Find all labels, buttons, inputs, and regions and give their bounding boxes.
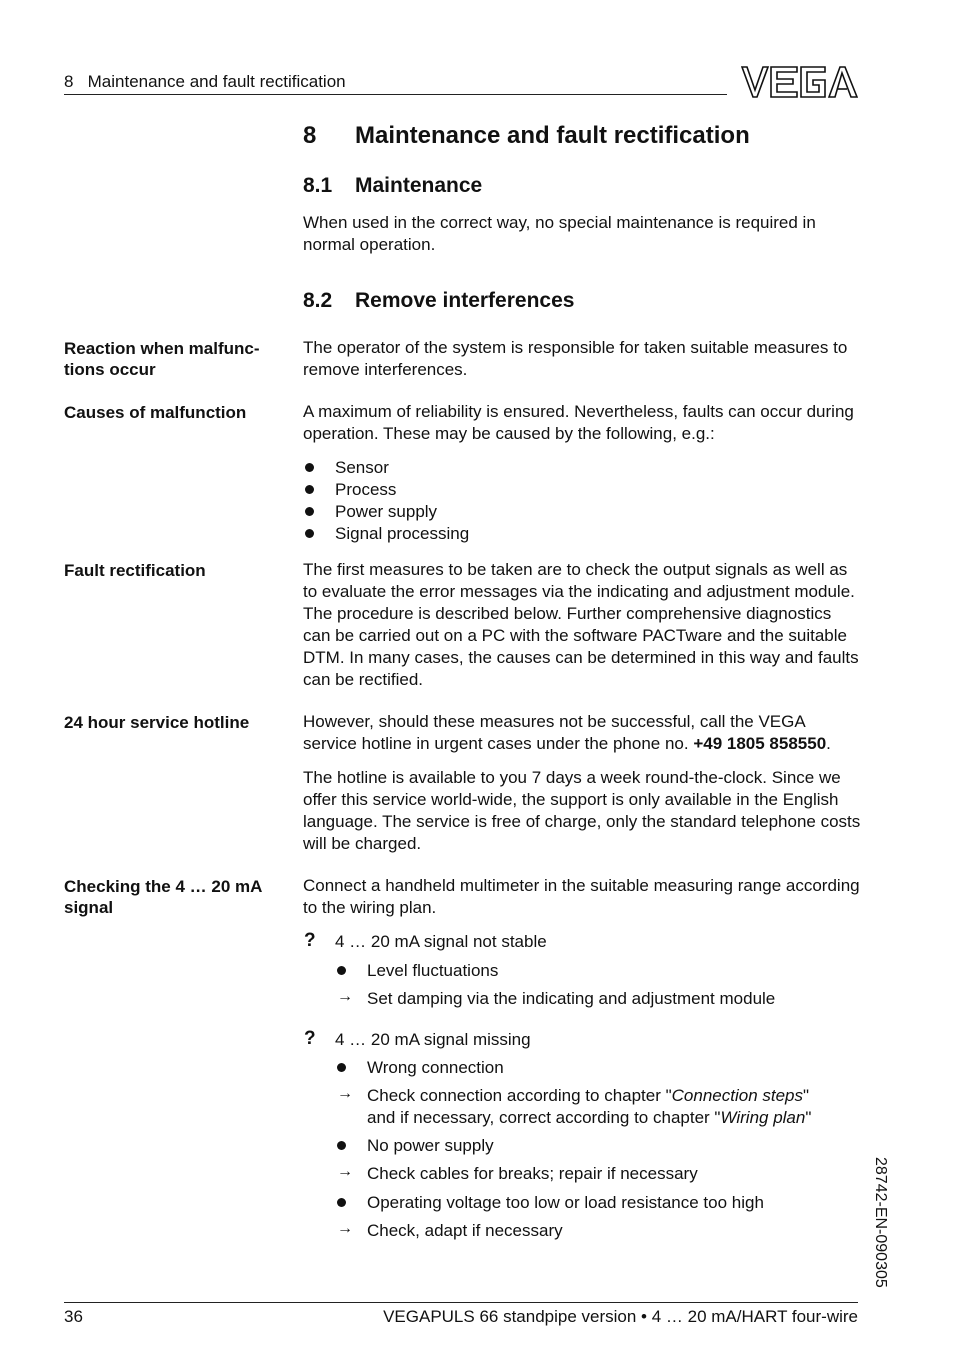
margin-heading-reaction: Reaction when malfunc-tions occur — [64, 339, 260, 379]
margin-heading-hotline: 24 hour service hotline — [64, 713, 250, 732]
list-item: Process — [335, 480, 397, 499]
list-item: Power supply — [335, 502, 438, 521]
footer-rule — [64, 1302, 858, 1303]
running-header: 8 Maintenance and fault rectification — [64, 72, 346, 91]
hotline-availability: The hotline is available to you 7 days a week round-the-clock. Since we offer this service world-wide, the support is only available in the English language. The service is free of charge, only the standard telephone costs will be charged. — [303, 768, 861, 853]
list-item: Signal processing — [335, 524, 470, 543]
bullet — [337, 1198, 346, 1207]
remedy-item: Set damping via the indicating and adjustment module — [367, 989, 776, 1008]
remedy-item: Check cables for breaks; repair if necessary — [367, 1164, 698, 1183]
margin-heading-fault: Fault rectification — [64, 561, 206, 580]
hotline-text: However, should these measures not be successful, call the VEGA service hotline in urgent cases under the phone no. +49 1805 858550. — [303, 712, 831, 753]
header-rule — [64, 94, 727, 95]
product-name: VEGAPULS 66 standpipe version • 4 … 20 mA/HART four-wire — [383, 1307, 858, 1326]
margin-heading-causes: Causes of malfunction — [64, 403, 247, 422]
page-number: 36 — [64, 1307, 83, 1326]
arrow-right-icon: → — [337, 1085, 353, 1102]
cause-item: Operating voltage too low or load resistance too high — [367, 1193, 764, 1212]
chapter-title: 8 Maintenance and fault rectification — [303, 122, 750, 149]
cause-item: Wrong connection — [367, 1058, 504, 1077]
margin-heading-checking: Checking the 4 … 20 mA signal — [64, 877, 262, 917]
bullet — [337, 966, 346, 975]
remedy-item: Check connection according to chapter "Connection steps" and if necessary, correct according to chapter "Wiring plan" — [367, 1086, 812, 1127]
problem-item: 4 … 20 mA signal missing — [335, 1030, 531, 1049]
bullet — [337, 1141, 346, 1150]
section-title-maintenance: 8.1 Maintenance — [303, 174, 483, 197]
cause-item: Level fluctuations — [367, 961, 499, 980]
arrow-right-icon: → — [337, 1163, 353, 1180]
cause-item: No power supply — [367, 1136, 494, 1155]
question-mark: ? — [304, 1028, 316, 1049]
bullet — [305, 507, 314, 516]
problem-item: 4 … 20 mA signal not stable — [335, 932, 547, 951]
causes-text: A maximum of reliability is ensured. Nevertheless, faults can occur during operation. These may be caused by the following, e.g.: — [303, 402, 854, 443]
section-title-interferences: 8.2 Remove interferences — [303, 289, 575, 312]
arrow-right-icon: → — [337, 1220, 353, 1237]
vega-logo — [741, 65, 858, 99]
remedy-item: Check, adapt if necessary — [367, 1221, 563, 1240]
bullet — [305, 485, 314, 494]
arrow-right-icon: → — [337, 988, 353, 1005]
document-id: 28742-EN-090305 — [872, 1157, 889, 1288]
bullet — [337, 1063, 346, 1072]
reaction-text: The operator of the system is responsible for taken suitable measures to remove interferences. — [303, 338, 848, 379]
bullet — [305, 529, 314, 538]
checking-text: Connect a handheld multimeter in the suitable measuring range according to the wiring plan. — [303, 876, 860, 917]
fault-text: The first measures to be taken are to check the output signals as well as to evaluate the error messages via the indicating and adjustment module. The procedure is described below. Further comprehensive diagnostics can be carried out on a PC with the software PACTware and the suitable DTM. In many cases, the causes can be determined in this way and faults can be rectified. — [303, 560, 859, 689]
bullet — [305, 463, 314, 472]
hotline-phone: +49 1805 858550 — [693, 734, 827, 753]
list-item: Sensor — [335, 458, 389, 477]
question-mark: ? — [304, 930, 316, 951]
maintenance-text: When used in the correct way, no special maintenance is required in normal operation. — [303, 213, 816, 254]
